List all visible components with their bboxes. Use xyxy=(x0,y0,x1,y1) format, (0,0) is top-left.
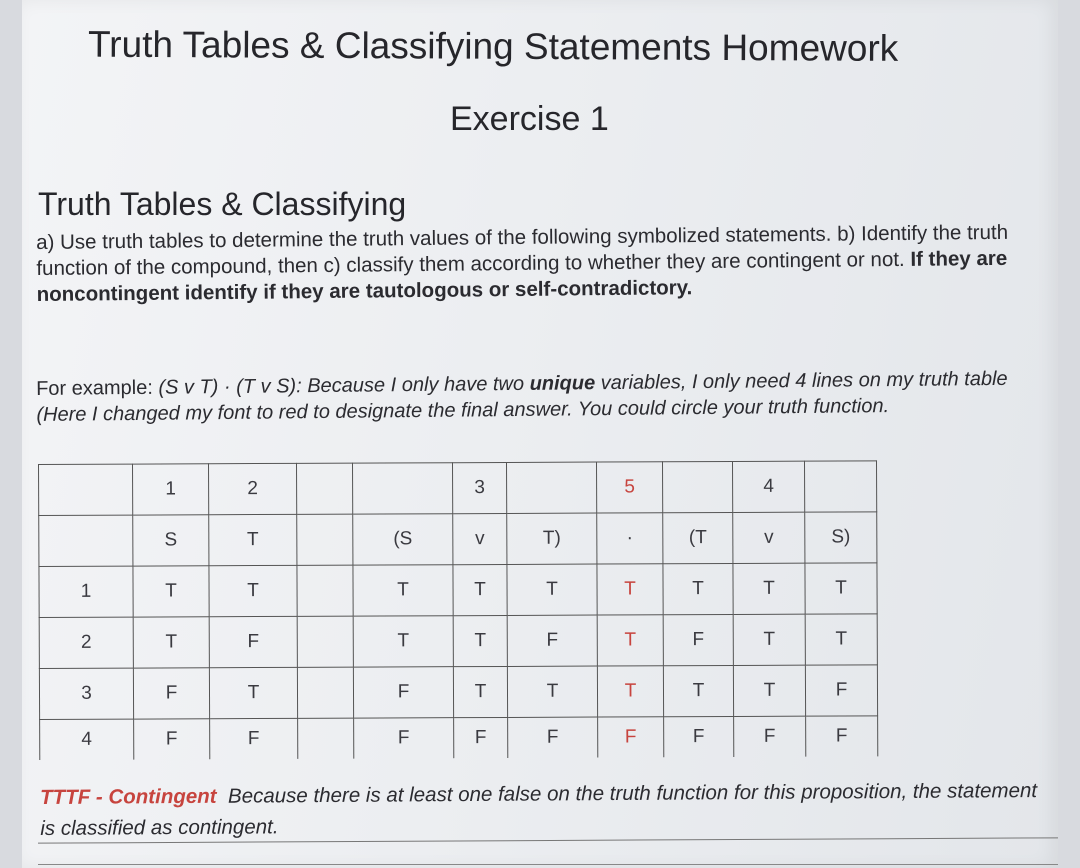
page-title: Truth Tables & Classifying Statements Homework xyxy=(87,23,899,69)
table-cell: 5 xyxy=(596,462,662,513)
exercise-label: Exercise 1 xyxy=(450,100,609,138)
table-cell: 4 xyxy=(40,719,134,760)
table-cell: F xyxy=(598,717,664,758)
table-row xyxy=(39,665,877,720)
table-cell: T xyxy=(597,615,663,666)
final-answer: TTTF - Contingent xyxy=(40,784,217,809)
table-cell: T xyxy=(507,666,597,717)
table-cell: T xyxy=(353,565,453,616)
table-cell xyxy=(662,461,732,512)
table-cell: T xyxy=(663,563,733,614)
table-cell: T xyxy=(133,617,209,668)
table-cell: v xyxy=(453,513,507,564)
table-cell: F xyxy=(806,716,878,757)
table-cell: · xyxy=(597,513,663,564)
example-text-a: Because I only have two xyxy=(307,372,525,398)
table-cell: T xyxy=(209,514,297,565)
table-cell: F xyxy=(134,719,210,760)
table-cell: T xyxy=(453,564,507,615)
table-cell: T xyxy=(353,616,453,667)
table-cell: S) xyxy=(805,512,877,563)
table-cell xyxy=(297,514,353,565)
table-cell: F xyxy=(664,716,734,757)
table-cell: F xyxy=(454,717,508,758)
table-cell: F xyxy=(663,614,733,665)
table-cell: 3 xyxy=(39,668,133,719)
answer-line-2 xyxy=(38,864,1058,865)
table-cell: S xyxy=(133,515,209,566)
table-cell: T xyxy=(209,565,297,616)
table-header-row xyxy=(39,512,877,567)
table-cell xyxy=(506,462,596,513)
table-cell: 1 xyxy=(133,464,209,515)
table-order-row xyxy=(39,461,877,516)
table-cell: T xyxy=(453,666,507,717)
table-cell: T xyxy=(663,665,733,716)
conclusion-text xyxy=(40,775,1050,844)
example-lead: For example: xyxy=(36,376,153,400)
table-cell: (T xyxy=(663,512,733,563)
table-row xyxy=(39,614,877,669)
instructions-bold-text: If they are noncontingent identify if they are tautologous or self-contradictory. xyxy=(36,246,1008,306)
table-cell: F xyxy=(805,665,877,716)
table-row xyxy=(40,716,878,760)
table-cell: F xyxy=(354,718,454,759)
table-cell xyxy=(297,565,353,616)
example-paragraph xyxy=(36,365,1046,428)
table-row xyxy=(39,563,877,618)
table-cell xyxy=(297,667,353,718)
table-cell xyxy=(352,463,452,514)
table-cell: F xyxy=(734,716,806,757)
table-cell: T xyxy=(453,615,507,666)
section-title: Truth Tables & Classifying xyxy=(38,186,407,222)
table-cell: 2 xyxy=(209,463,297,514)
table-cell xyxy=(298,718,354,759)
table-cell xyxy=(297,616,353,667)
table-cell: T xyxy=(805,614,877,665)
table-cell: F xyxy=(210,718,298,759)
table-cell: F xyxy=(507,615,597,666)
truth-table xyxy=(38,460,878,760)
table-cell: F xyxy=(209,616,297,667)
table-cell: T xyxy=(805,563,877,614)
table-cell: T xyxy=(507,564,597,615)
instructions-text: a) Use truth tables to determine the truth values of the following symbolized statements. b) Identify the truth function of the compound, then c) classify them according to whether they are contingent or not. xyxy=(36,220,1009,280)
table-cell: T xyxy=(733,614,805,665)
table-cell: T xyxy=(597,666,663,717)
instructions-paragraph xyxy=(36,219,1047,308)
table-cell: v xyxy=(733,512,805,563)
table-cell: T xyxy=(133,566,209,617)
table-cell: F xyxy=(133,668,209,719)
table-cell: F xyxy=(508,717,598,758)
example-expression: (S v T) · (T v S): xyxy=(158,375,302,399)
table-cell: T xyxy=(733,665,805,716)
table-cell: 2 xyxy=(39,617,133,668)
table-cell: 1 xyxy=(39,566,133,617)
conclusion-explanation: Because there is at least one false on the truth function for this proposition, the statement is classified as contingent. xyxy=(40,779,1038,840)
table-cell xyxy=(39,464,133,515)
table-cell xyxy=(39,515,133,566)
table-cell: T xyxy=(733,563,805,614)
table-cell: 4 xyxy=(732,461,804,512)
table-cell: 3 xyxy=(452,462,506,513)
table-cell: T xyxy=(597,564,663,615)
table-cell: F xyxy=(353,667,453,718)
example-text-b: variables, I only need 4 lines on my truth table (Here I changed my font to red to designate the final answer. You could circle your truth function. xyxy=(36,367,1008,426)
example-bold-word: unique xyxy=(529,372,596,395)
table-cell: (S xyxy=(353,514,453,565)
table-cell xyxy=(296,463,352,514)
table-cell xyxy=(804,461,876,512)
table-cell: T) xyxy=(507,513,597,564)
table-cell: T xyxy=(209,667,297,718)
